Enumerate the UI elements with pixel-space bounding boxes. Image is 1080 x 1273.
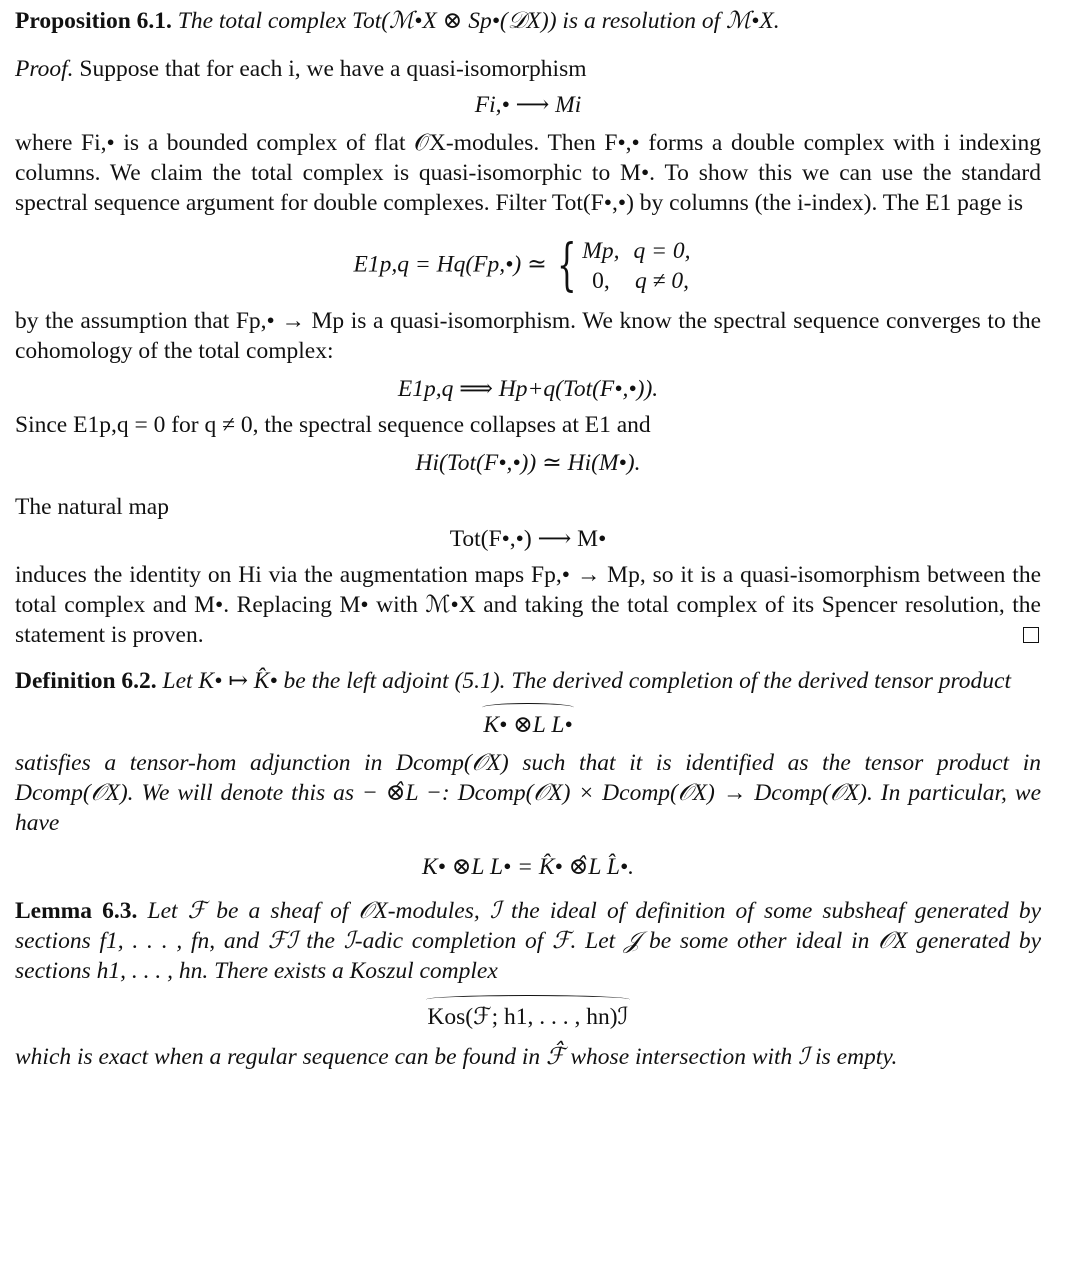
definition-6-2	[15, 666, 1041, 696]
case-1-condition: q = 0,	[633, 238, 691, 264]
proof-paragraph-4: Since E1p,q = 0 for q ≠ 0, the spectral sequence collapses at E1 and	[15, 412, 651, 438]
completion-identity: K• ⊗L L• = K̂• ⊗̂L L̂•.	[421, 854, 635, 880]
document-page	[15, 6, 1041, 1072]
proof-paragraph-2: where Fi,• is a bounded complex of flat 𝒪X-modules. Then F•,• forms a double complex with i indexing columns. We claim the total complex is quasi-isomorphic to M•. To show this we can use the standard spectral sequence argument for double complexes. Filter Tot(F•,•) by columns (the i-index). The E1 page is	[15, 130, 1041, 216]
proof-text-6: induces the identity on Hi via the augmentation maps Fp,• → Mp, so it is a quasi-isomorphism between the total complex and M•. Replacing M• with ℳ•X and taking the total complex of its Spencer resolution, the statement is proven.	[15, 562, 1041, 648]
display-convergence: E1p,q ⟹ Hp+q(Tot(F•,•)).	[397, 376, 659, 402]
display-quasi-iso: Fi,• ⟶ Mi	[474, 92, 582, 118]
case-1-value: Mp,	[582, 238, 620, 264]
proof-text-1: Suppose that for each i, we have a quasi-isomorphism	[79, 56, 587, 82]
lemma-6-3	[15, 896, 1041, 986]
proposition-label: Proposition 6.1.	[15, 8, 172, 34]
display-cohomology: Hi(Tot(F•,•)) ≃ Hi(M•).	[415, 450, 641, 476]
cases-brace	[553, 233, 703, 298]
lemma-paragraph-2: which is exact when a regular sequence can be found in ℱ̂ whose intersection with ℐ is empty.	[15, 1044, 898, 1070]
left-brace-icon: {	[556, 233, 577, 298]
e1-page-lhs: E1p,q = Hq(Fp,•) ≃	[353, 251, 547, 278]
lemma-text-1: Let ℱ be a sheaf of 𝒪X-modules, ℐ the ideal of definition of some subsheaf generated by sections f1, . . . , fn, and ℱℐ the ℐ-adic completion of ℱ. Let 𝒥 be some other ideal in 𝒪X generated by sections h1, . . . , hn. There exists a Koszul complex	[15, 898, 1041, 984]
proposition-6-1	[15, 6, 1041, 36]
display-derived-tensor	[15, 710, 1041, 740]
definition-label: Definition 6.2.	[15, 668, 157, 694]
proof-paragraph-6	[15, 560, 1041, 650]
proof-paragraph-1	[15, 54, 1041, 84]
case-2-value: 0,	[592, 268, 610, 294]
definition-paragraph-2: satisfies a tensor-hom adjunction in Dcomp(𝒪X) such that it is identified as the tensor product in Dcomp(𝒪X). We will denote this as − ⊗̂L −: Dcomp(𝒪X) × Dcomp(𝒪X) → Dcomp(𝒪X). In particular, we have	[15, 750, 1041, 836]
derived-tensor-expression: K• ⊗L L•	[483, 712, 573, 738]
proposition-statement: The total complex Tot(ℳ•X ⊗ Sp•(𝒟X)) is a resolution of ℳ•X.	[177, 8, 780, 34]
proof-paragraph-3: by the assumption that Fp,• → Mp is a quasi-isomorphism. We know the spectral sequence converges to the cohomology of the total complex:	[15, 308, 1041, 364]
qed-square-icon	[1023, 627, 1039, 643]
proof-label: Proof.	[15, 56, 74, 82]
case-2-condition: q ≠ 0,	[634, 268, 689, 294]
display-natural-map: Tot(F•,•) ⟶ M•	[449, 526, 607, 552]
display-completion-identity	[15, 852, 1041, 882]
proof-paragraph-5: The natural map	[15, 494, 169, 520]
cases-table	[580, 236, 702, 296]
definition-text-1: Let K• ↦ K̂• be the left adjoint (5.1). The derived completion of the derived tensor product	[162, 668, 1012, 694]
display-e1-page	[15, 233, 1041, 298]
display-koszul	[15, 1002, 1041, 1032]
lemma-label: Lemma 6.3.	[15, 898, 138, 924]
koszul-complex-expression: Kos(ℱ; h1, . . . , hn)ℐ	[427, 1004, 629, 1030]
